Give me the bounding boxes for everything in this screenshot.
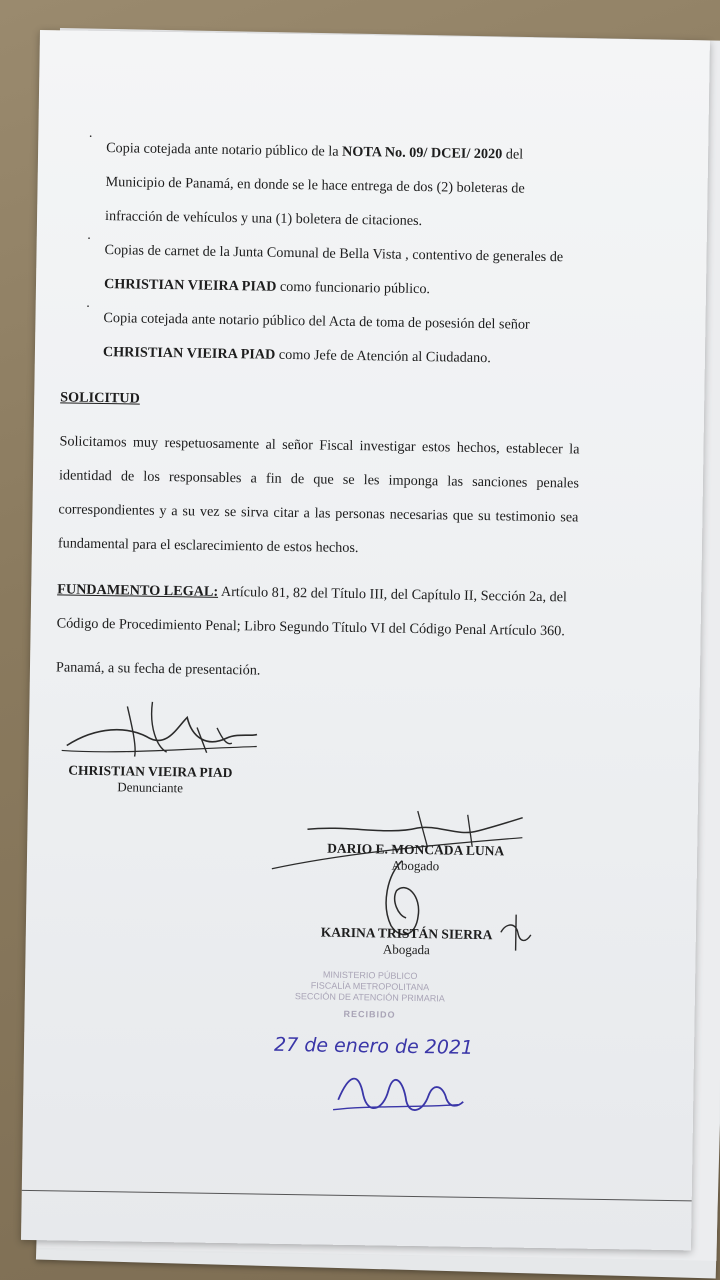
solicitud-paragraph: Solicitamos muy respetuosamente al señor Fiscal investigar estos hechos, establecer la identidad de los responsables a fin de que se les imponga las sanciones penales correspondientes y a su vez se sirva citar a las personas necesarias que su testimonio sea fundamental para el esclarecimiento de estos hechos. [57,433,580,557]
signatory-role: Abogado [391,857,440,874]
document-body [55,129,580,692]
signatory-name: CHRISTIAN VIEIRA PIAD [68,762,233,781]
signatory-role: Abogada [382,941,430,958]
bullet-icon: · [86,231,92,247]
list-item: · Copias de carnet de la Junta Comunal de Bella Vista , contentivo de generales de CHRISTIAN VIEIRA PIAD como funcionario público. [86,231,564,298]
signature-christian [56,695,257,768]
signatory-block [68,763,233,798]
initials-mark [496,912,537,953]
divider [22,1190,692,1202]
signatory-block [320,925,492,960]
document-page [21,30,710,1250]
handwritten-date: 27 de enero de 2021 [273,1033,474,1059]
fundamento-paragraph: FUNDAMENTO LEGAL: Artículo 81, 82 del Título III, del Capítulo II, Sección 2a, del Código de Procedimiento Penal; Libro Segundo Título VI del Código Penal Artículo 360. [56,581,568,640]
signatory-name: KARINA TRISTÁN SIERRA [320,924,493,943]
bullet-icon: · [85,299,91,315]
section-heading: SOLICITUD [60,389,140,407]
bullet-icon: · [88,129,94,145]
signatory-name: DARIO E. MONCADA LUNA [327,840,505,859]
reception-stamp: MINISTERIO PÚBLICO FISCALÍA METROPOLITANA SECCIÓN DE ATENCIÓN PRIMARIA RECIBIDO [294,969,445,1020]
list-item: · Copia cotejada ante notario público del Acta de toma de posesión del señor CHRISTIAN VIEIRA PIAD como Jefe de Atención al Ciudadano. [85,299,530,367]
list-item: · Copia cotejada ante notario público de la NOTA No. 09/ DCEI/ 2020 del Municipio de Panamá, en donde se le hace entrega de dos (2) boleteras de infracción de vehículos y una (1) boletera de citaciones. [88,129,525,230]
signatory-role: Denunciante [117,779,184,796]
closing-line: Panamá, a su fecha de presentación. [55,659,261,679]
receiver-signature [328,1055,469,1127]
fundamento-heading: FUNDAMENTO LEGAL: [57,581,219,601]
